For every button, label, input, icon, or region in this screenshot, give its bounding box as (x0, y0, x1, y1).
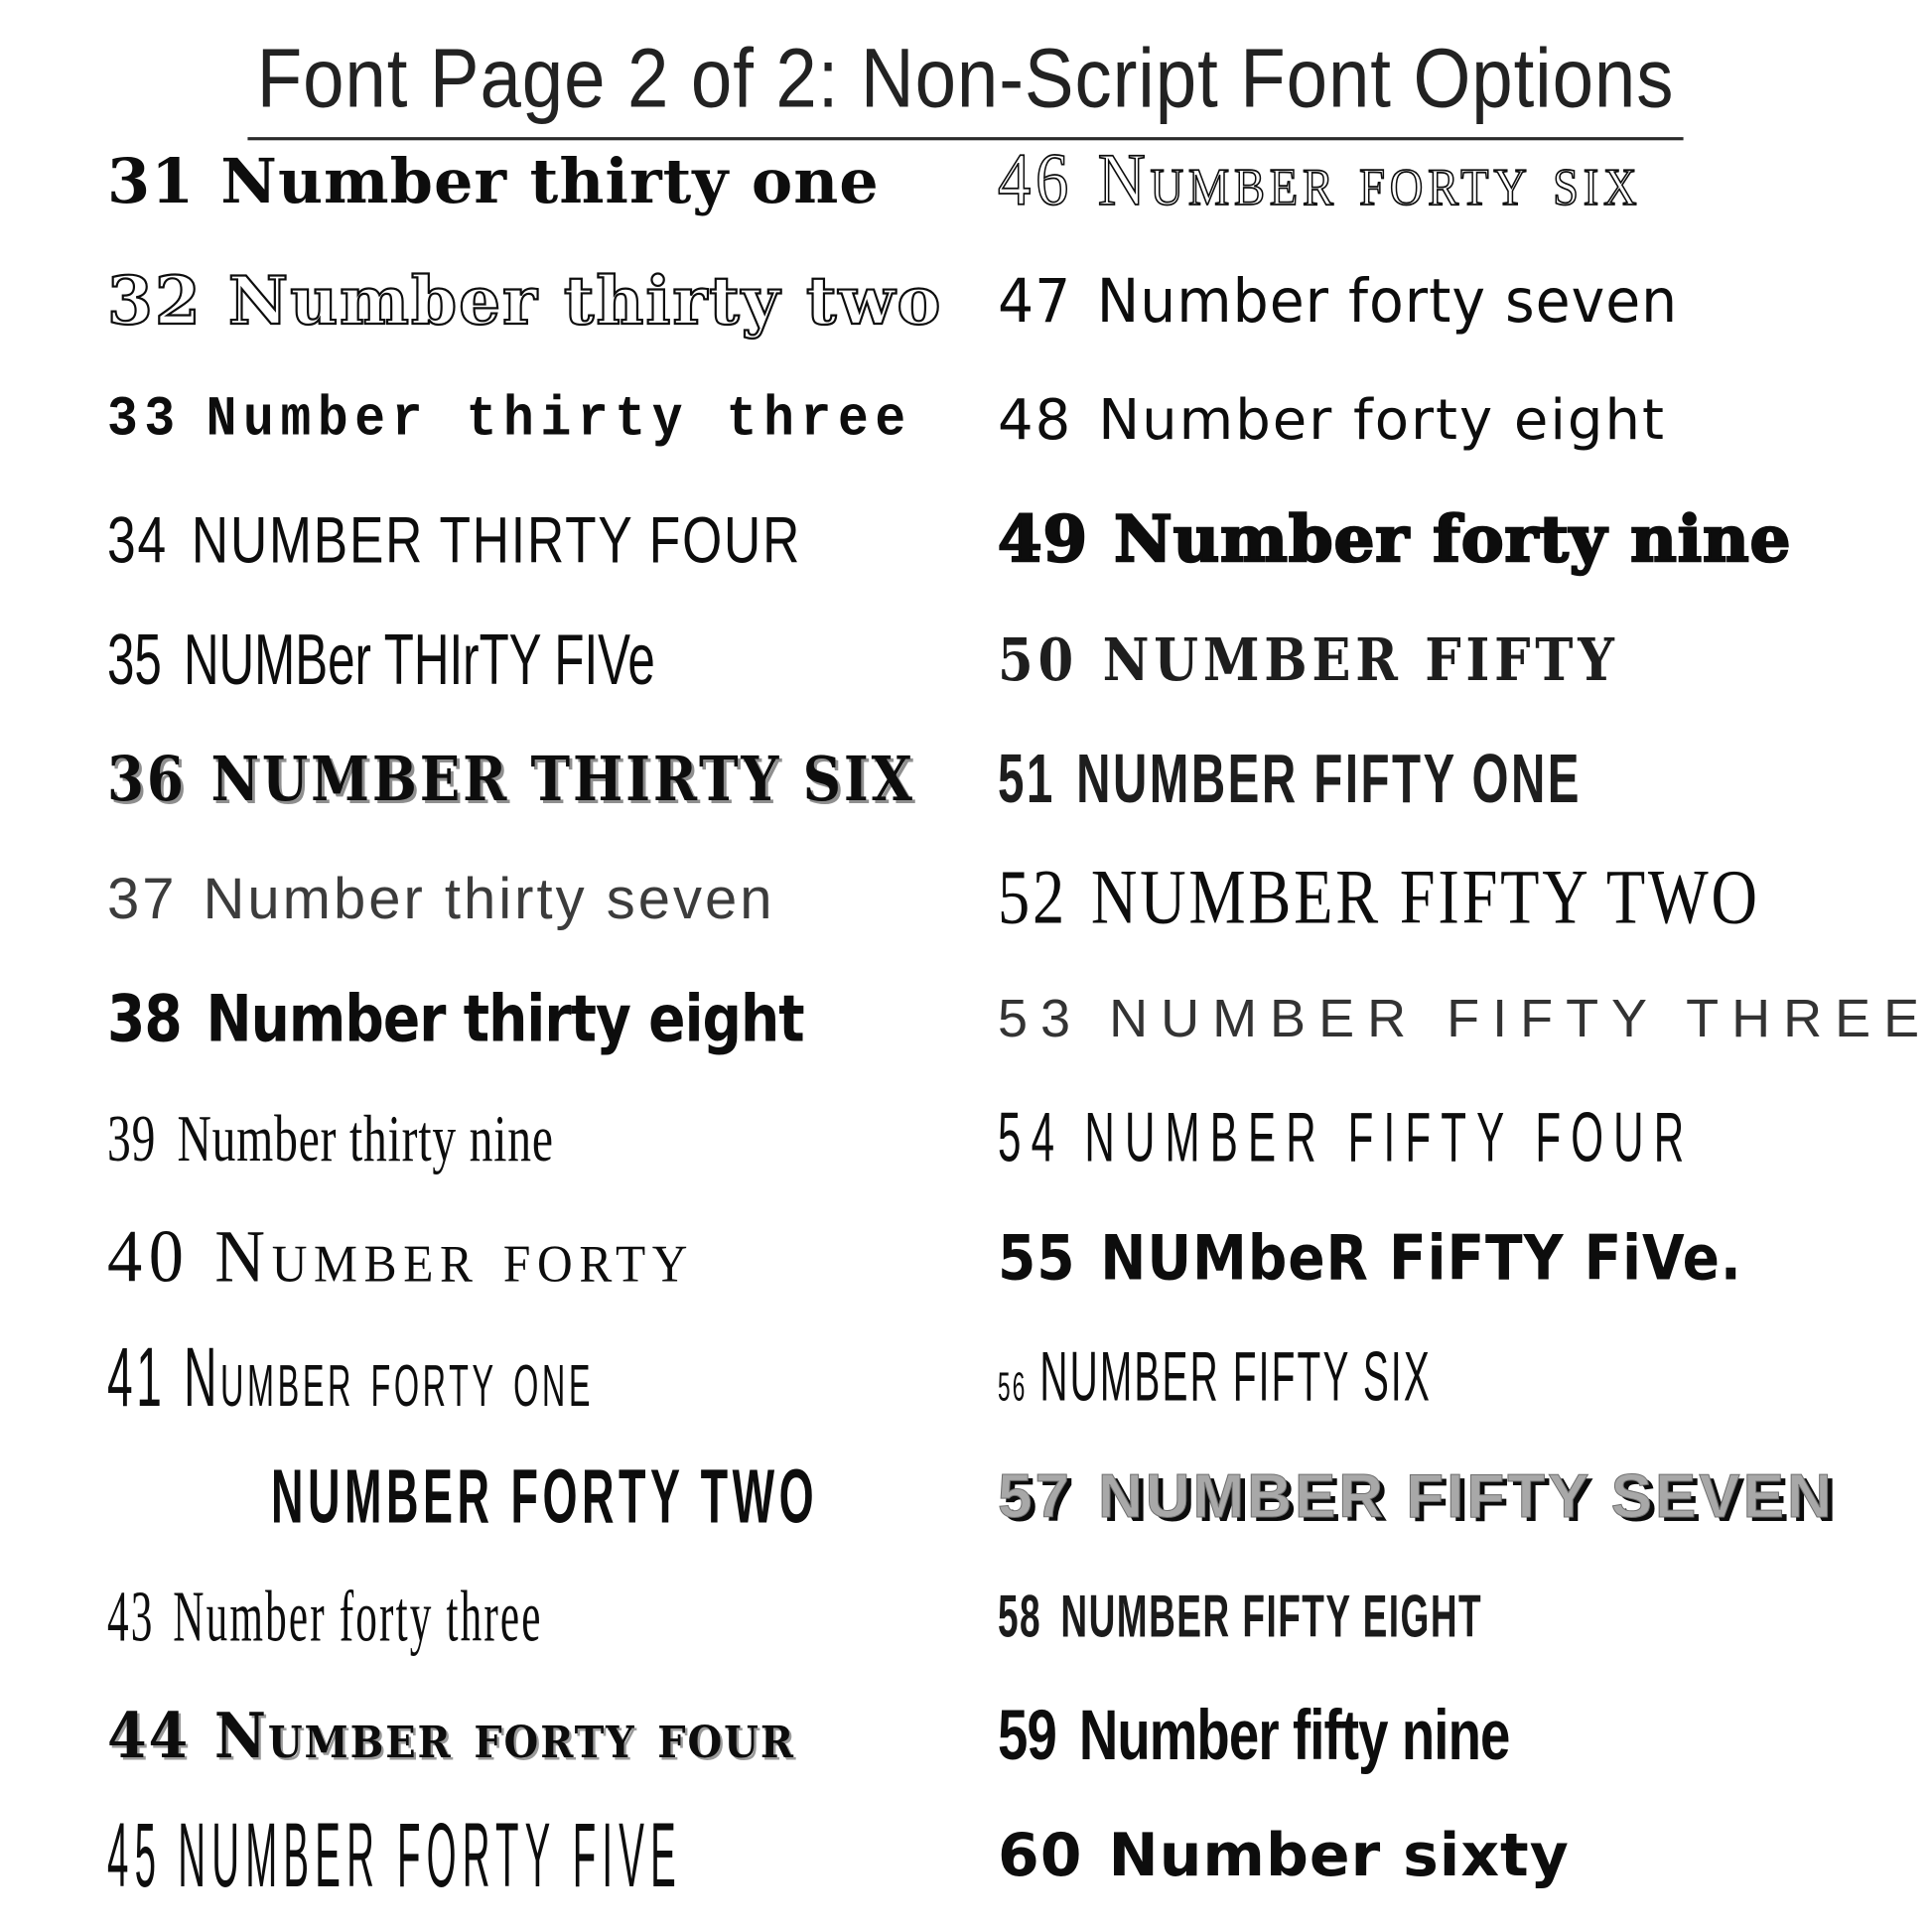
font-sample-label: NUMBER FIFTY THREE (1109, 988, 1932, 1048)
font-sample-36 (107, 720, 1001, 840)
font-sample-52 (998, 839, 1926, 959)
font-sample-58 (998, 1557, 1926, 1677)
font-sample-number: 31 (107, 144, 196, 217)
font-sample-label: Number forty four (213, 1700, 795, 1773)
font-sample-number: 38 (107, 980, 182, 1056)
font-sample-label: NUMBER FIFTY SIX (1039, 1338, 1432, 1417)
font-sample-label: Number thirty one (220, 144, 880, 217)
font-sample-label: NUMBER FORTY TWO (271, 1453, 819, 1540)
font-sample-46 (998, 121, 1926, 241)
font-sample-56 (998, 1317, 1926, 1438)
font-sample-number: 39 (107, 1100, 157, 1175)
font-sample-text (998, 265, 1678, 336)
font-sample-text (107, 262, 942, 340)
font-sample-31 (107, 121, 1001, 241)
font-sample-text (998, 138, 1641, 223)
font-sample-text (107, 145, 880, 217)
font-sample-label: Number forty one (184, 1329, 595, 1425)
font-sample-55 (998, 1198, 1926, 1318)
font-sample-39 (107, 1078, 1001, 1198)
font-sample-text (998, 1337, 1432, 1418)
font-sample-number: 32 (107, 261, 203, 340)
font-list-right-column (998, 121, 1932, 1916)
font-sample-53 (998, 959, 1932, 1079)
font-sample-label: Number thirty seven (203, 866, 775, 931)
font-sample-number: 37 (107, 866, 178, 931)
font-sample-text (107, 1100, 554, 1176)
font-sample-label: NUMBER FIFTY TWO (1090, 855, 1760, 941)
font-sample-59 (998, 1677, 1926, 1797)
font-sample-37 (107, 839, 1001, 959)
font-sample-text (107, 1700, 795, 1773)
font-sample-text (107, 981, 804, 1056)
font-sample-label: Number forty seven (1096, 265, 1679, 337)
font-sample-text (998, 502, 1791, 577)
font-sample-text (107, 1214, 694, 1301)
font-sample-34 (107, 481, 1001, 601)
font-sample-label: NUMBER FIFTY EIGHT (1060, 1583, 1483, 1650)
font-sample-text (107, 388, 912, 452)
font-sample-text (998, 624, 1619, 694)
font-sample-label: Number fifty nine (1078, 1697, 1510, 1776)
font-sample-text (107, 501, 801, 578)
font-sample-text (998, 988, 1932, 1049)
font-sample-label: Number forty three (173, 1576, 543, 1656)
font-sample-43 (107, 1557, 1001, 1677)
font-sample-number: 35 (107, 619, 162, 700)
font-sample-text (107, 866, 775, 932)
font-sample-45 (107, 1796, 1001, 1916)
font-sample-51 (998, 720, 1926, 840)
font-sample-label: Number sixty (1108, 1821, 1570, 1891)
font-sample-label: Number thirty nine (177, 1100, 554, 1175)
font-sample-text (998, 388, 1666, 453)
font-sample-text (107, 1575, 543, 1658)
font-list-left-column (107, 121, 1001, 1916)
font-sample-text (271, 1453, 818, 1541)
font-sample-number: 55 (998, 1221, 1076, 1295)
font-sample-number: 50 (998, 624, 1078, 695)
font-sample-42 (107, 1438, 1001, 1558)
font-sample-text (107, 1328, 594, 1426)
font-sample-60 (998, 1796, 1926, 1916)
font-sample-number: 60 (998, 1821, 1083, 1891)
font-sample-35 (107, 600, 1001, 720)
font-sample-number: 47 (998, 265, 1072, 337)
font-sample-text (998, 740, 1582, 819)
page-title: Font Page 2 of 2: Non-Script Font Options (248, 30, 1684, 140)
font-sample-label: NUMBER FORTY FIVE (178, 1805, 682, 1907)
font-sample-number: 43 (107, 1576, 155, 1656)
font-sample-text (998, 1696, 1509, 1777)
font-sample-41 (107, 1317, 1001, 1438)
font-sample-number: 33 (107, 388, 182, 453)
font-sample-label: Number forty (214, 1215, 695, 1300)
font-sample-57 (998, 1438, 1926, 1558)
font-sample-49 (998, 481, 1926, 601)
font-sample-54 (998, 1078, 1926, 1198)
font-sample-number: 41 (107, 1329, 166, 1425)
font-sample-label: NUMBER FIFTY SEVEN (1097, 1462, 1835, 1532)
font-sample-48 (998, 360, 1926, 481)
font-sample-text (998, 1582, 1482, 1651)
font-sample-number: 40 (107, 1215, 191, 1300)
font-sample-number: 56 (998, 1364, 1028, 1410)
font-sample-number: 53 (998, 988, 1084, 1048)
font-sample-number: 48 (998, 387, 1073, 453)
font-sample-text (107, 1804, 682, 1908)
font-sample-number: 58 (998, 1583, 1042, 1650)
font-sample-44 (107, 1677, 1001, 1797)
font-sample-number: 34 (107, 502, 168, 577)
font-sample-number: 36 (107, 743, 187, 816)
font-sample-label: NUMBER THIRTY FOUR (191, 502, 802, 577)
font-sample-text (998, 1098, 1694, 1178)
font-sample-label: NUMBER FIFTY FOUR (1084, 1099, 1695, 1177)
font-sample-38 (107, 959, 1001, 1079)
font-sample-number: 54 (998, 1099, 1065, 1177)
font-sample-text (107, 743, 915, 815)
font-sample-text (998, 1461, 1835, 1532)
font-sample-label: Number forty nine (1114, 502, 1792, 578)
font-sample-label: Number thirty two (227, 261, 943, 340)
font-sample-number: 59 (998, 1697, 1056, 1776)
font-sample-label: NUMBER FIFTY ONE (1076, 740, 1582, 818)
font-sample-number: 51 (998, 740, 1055, 818)
font-sample-50 (998, 600, 1926, 720)
page-header (0, 30, 1932, 134)
font-sample-label: Number thirty eight (206, 980, 804, 1056)
font-sample-text (998, 1821, 1570, 1890)
font-sample-text (998, 1221, 1742, 1294)
font-sample-text (107, 618, 655, 701)
font-sample-32 (107, 241, 1001, 361)
font-sample-number: 45 (107, 1805, 163, 1907)
font-sample-47 (998, 241, 1926, 361)
font-sample-label: NUMBer THIrTY FIVe (183, 619, 655, 700)
font-sample-number: 49 (998, 502, 1089, 578)
font-sample-label: NUMBER FIFTY (1102, 624, 1619, 695)
font-sample-label: Number forty eight (1098, 387, 1666, 453)
font-sample-number: 44 (107, 1700, 191, 1773)
font-sample-number: 52 (998, 855, 1067, 941)
font-sample-label: Number thirty three (206, 388, 912, 453)
font-sample-label: NUMBER THIRTY SIX (210, 743, 915, 816)
font-sample-33 (107, 360, 1001, 481)
font-sample-number: 46 (998, 139, 1073, 222)
font-sample-text (998, 854, 1760, 943)
font-sample-label: Number forty six (1097, 139, 1642, 222)
font-sample-40 (107, 1198, 1001, 1318)
font-sample-label: NUMbeR FiFTY FiVe. (1100, 1221, 1742, 1295)
font-sample-number: 57 (998, 1462, 1072, 1532)
